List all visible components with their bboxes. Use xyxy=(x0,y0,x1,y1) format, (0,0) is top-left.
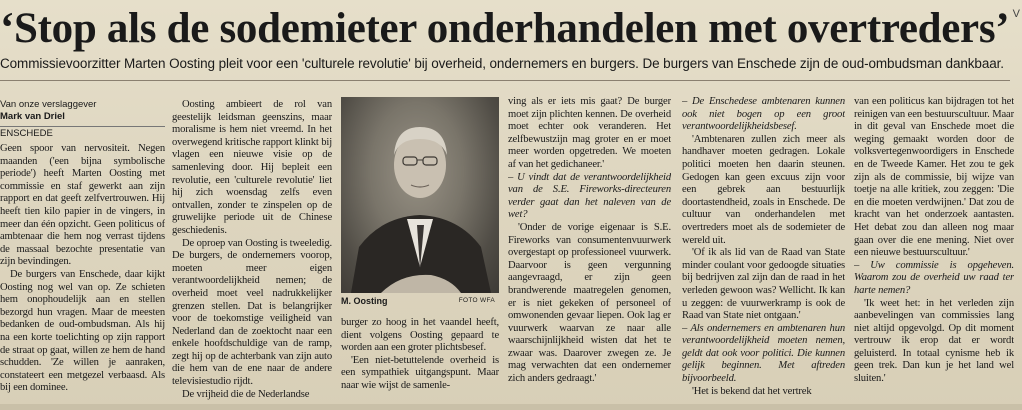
column-5 xyxy=(682,96,845,398)
intro-lead: Commissievoorzitter Marten Oosting pleit voor een 'culturele revolutie' bij overheid, ondernemers en burgers. De burgers van Enschede zijn de oud-ombudsman dankbaar. xyxy=(0,56,1004,71)
divider xyxy=(0,80,1010,81)
paragraph: 'Of ik als lid van de Raad van State minder coulant voor gedoogde situaties bij bedrijven zal zijn dan de raad in het verleden gewoon was? Wellicht. Ik kan u zeggen: de vuurwerkramp is ook de Raad van State niet ontgaan.' xyxy=(682,247,845,322)
paragraph: 'Onder de vorige eigenaar is S.E. Fireworks van consumentenvuurwerk overgestapt op professioneel vuurwerk. Daarvoor is geen vergunning aangevraagd, er zijn geen brandwerende maatregelen genomen, er is niet gekeken of personeel of omwonenden gevaar liepen. Ook lag er vuurwerk waarvan ze naar alle waarschijnlijkheid wisten dat het te zwaar was. Daarover zwegen ze. Je mag verwachten dat een ondernemer zich anders gedraagt.' xyxy=(508,221,671,385)
photo-caption xyxy=(341,296,499,310)
column-2 xyxy=(172,99,332,401)
column-4 xyxy=(508,96,671,386)
column-6 xyxy=(854,96,1014,386)
interview-question: – Als ondernemers en ambtenaren hun verantwoordelijkheid moeten nemen, geldt dat ook voor politici. Die kunnen gelijk beginnen. Met aftreden bijvoorbeeld. xyxy=(682,322,845,385)
paragraph: ving als er iets mis gaat? De burger moet zijn plichten kennen. De overheid moet echter ook veranderen. Het zelfbewustzijn mag groter en er moet meer worden opgetreden. We moeten af van het gedichaneer.' xyxy=(508,96,671,170)
paragraph: Geen spoor van nervositeit. Negen maanden ('een bijna symbolische periode') heeft Marten Oosting met commissie en staf gewerkt aan zijn rapport en dat geeft zelfvertrouwen. Hij heeft tien kilo papier in de vingers, in meer dan één opzicht. Geen politicus of ambtenaar die hem nog verrast tijdens de massaal bezochte presentatie van zijn bevindingen. xyxy=(0,143,165,268)
paragraph: 'Het is bekend dat het vertrek xyxy=(692,385,812,397)
caption-name: M. Oosting xyxy=(341,296,388,306)
dateline: ENSCHEDE xyxy=(0,126,165,140)
interview-question: – U vindt dat de verantwoordelijkheid van de S.E. Fireworks-directeuren verder gaat dan het naleven van de wet? xyxy=(508,171,671,221)
paper-edge xyxy=(0,404,1022,410)
portrait-photo xyxy=(341,97,499,293)
portrait-illustration xyxy=(341,97,499,293)
paragraph: De oproep van Oosting is tweeledig. De burgers, de ondernemers voorop, moeten meer eigen verantwoordelijkheid nemen; de overheid moet veel nadrukkelijker grenzen stellen. Dat is belangrijker voor de toekomstige veiligheid van Nederland dan de zoektocht naar een enkele hoofdschuldige van de ramp, zegt hij op de achterbank van zijn auto die hem van de ene naar de andere televisiestudio rijdt. xyxy=(172,237,332,388)
column-1 xyxy=(0,143,165,395)
paragraph: De vrijheid die de Nederlandse xyxy=(182,388,310,400)
paragraph: 'Ik weet het: in het verleden zijn aanbevelingen van commissies lang niet altijd opgevolgd. Op dit moment vertrouw ik erop dat er wordt geluisterd. In totaal cynisme heb ik geen trek. Dan kun je het land wel sluiten.' xyxy=(854,297,1014,385)
photo-credit: FOTO WFA xyxy=(458,297,495,304)
paragraph: De burgers van Enschede, daar kijkt Oosting nog wel van op. Ze schieten hem onophoudelijk aan en stellen bezorgd hun vragen. Maar de meesten bedanken de oud-ombudsman. Als hij na een korte toelichting op zijn rapport de straat op gaat, willen ze hem de hand schudden. 'Ze willen je aanraken, constateert een metgezel verbaasd. Als bij een dominee. xyxy=(0,268,165,394)
edge-mark: V xyxy=(1012,8,1020,20)
interview-question: – Uw commissie is opgeheven. Waarom zou de overheid uw raad ter harte nemen? xyxy=(854,259,1014,296)
column-3 xyxy=(341,317,499,393)
headline: ‘Stop als de sodemieter onderhandelen met overtreders’ xyxy=(0,5,1010,52)
paragraph: burger zo hoog in het vaandel heeft, dient volgens Oosting gepaard te worden aan een groter plichtsbesef. xyxy=(341,317,499,354)
byline xyxy=(0,99,165,123)
byline-name: Mark van Driel xyxy=(0,111,65,122)
paragraph: 'Ambtenaren zullen zich meer als handhaver moeten gedragen. Lokale politici moeten hen daarin steunen. Gedogen kan geen excuus zijn voor een gebrek aan bestuurlijk doortastendheid, zoals in Enschede. De cultuur van onderhandelen met overtreders moet als de sodemieter de wereld uit. xyxy=(682,133,845,246)
paragraph: van een politicus kan bijdragen tot het reinigen van een bestuurscultuur. Maar in dit geval van Enschede moet die weging gemaakt worden door de volksvertegenwoordigers in Enschede en de Tweede Kamer. Het zou te gek zijn als de commissie, bij wijze van toetje na alle kritiek, zou zeggen: 'Die en die moeten verdwijnen.' Dat zou de kracht van het onderzoek aantasten. Het debat zou dan alleen nog maar gaan over die ene mening. Niet over een nieuwe bestuurscultuur.' xyxy=(854,96,1014,259)
byline-prefix: Van onze verslaggever xyxy=(0,99,97,110)
paragraph: Oosting ambieert de rol van geestelijk leidsman geenszins, maar moralisme is hem niet vreemd. In het overwegend kritische rapport klinkt bij vlagen een nieuwe visie op de samenleving door. Hij bepleit een revolutie, een 'culturele revolutie' liet hij zich woensdag zelfs even ontvallen, zonder te zinspelen op de gruwelijke periode uit de Chinese geschiedenis. xyxy=(172,99,332,236)
paragraph: 'Een niet-betuttelende overheid is een sympathiek uitgangspunt. Maar naar wie wijst de samenle- xyxy=(341,354,499,391)
interview-question: – De Enschedese ambtenaren kunnen ook niet bogen op een groot verantwoordelijkheidsbesef. xyxy=(682,96,845,133)
